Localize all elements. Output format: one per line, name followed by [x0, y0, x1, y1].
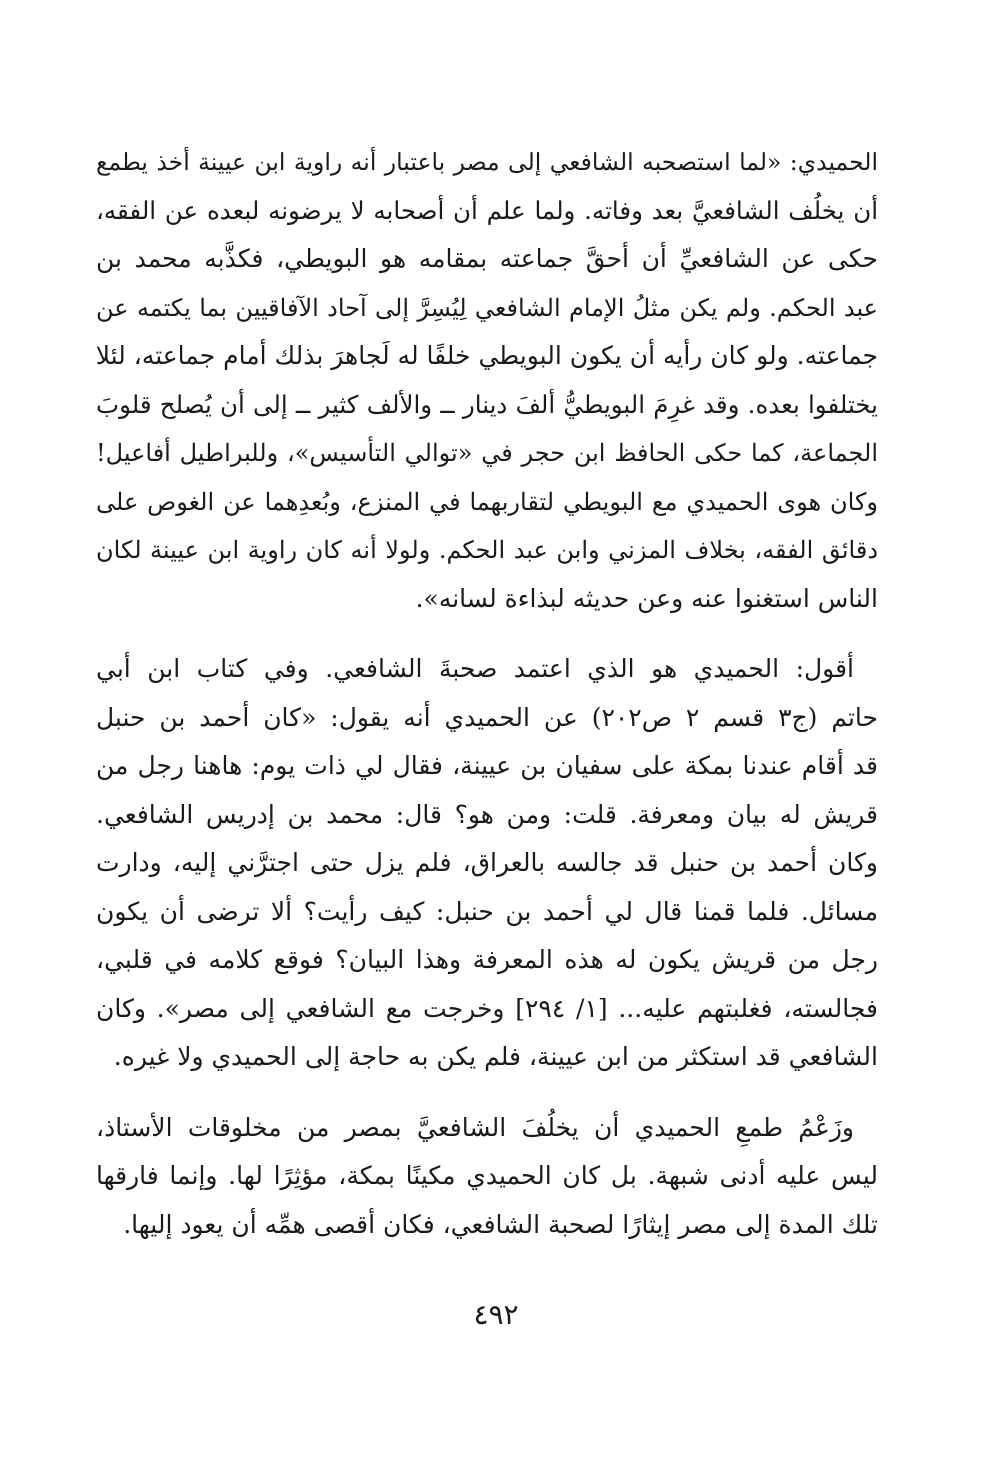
text-line: فجالسته، فغلبتهم عليه... [١/ ٢٩٤] وخرجت مع الشافعي إلى مصر». وكان: [96, 993, 878, 1023]
text-line: جماعته. ولو كان رأيه أن يكون البويطي خلفًا له لَجاهرَ بذلك أمام جماعته، لئلا: [95, 341, 878, 370]
text-line: عبد الحكم. ولم يكن مثلُ الإمام الشافعي لِيُسِرَّ إلى آحاد الآفاقيين بما يكتمه عن: [96, 293, 879, 322]
text-line: أن يخلُف الشافعيَّ بعد وفاته. ولما علم أن أصحابه لا يرضونه لبعده عن الفقه،: [96, 195, 878, 225]
text-line: الجماعة، كما حكى الحافظ ابن حجر في «توالي التأسيس»، وللبراطيل أفاعيل!: [96, 439, 878, 467]
text-line: وكان هوى الحميدي مع البويطي لتقاربهما في المنزع، وبُعدِهما عن الغوص على: [96, 487, 878, 516]
page-number: ٤٩٢: [473, 1298, 519, 1331]
text-line: ليس عليه أدنى شبهة. بل كان الحميدي مكينًا بمكة، مؤثِرًا لها. وإنما فارقها: [96, 1161, 878, 1190]
text-line: أقول: الحميدي هو الذي اعتمد صحبةَ الشافعي. وفي كتاب ابن أبي: [96, 654, 854, 683]
paragraph-1: [96, 138, 878, 623]
text-line: رجل من قريش يكون له هذه المعرفة وهذا البيان؟ فوقع كلامه في قلبي،: [96, 945, 878, 974]
text-line: الحميدي: «لما استصحبه الشافعي إلى مصر باعتبار أنه راوية ابن عيينة أخذ يطمع: [96, 148, 878, 176]
text-line: حكى عن الشافعيِّ أن أحقَّ جماعته بمقامه هو البويطي، فكذَّبه محمد بن: [96, 244, 878, 273]
paragraph-3: [96, 1104, 878, 1250]
text-line: مسائل. فلما قمنا قال لي أحمد بن حنبل: كيف رأيت؟ ألا ترضى أن يكون: [96, 896, 878, 926]
text-line: وكان أحمد بن حنبل قد جالسه بالعراق، فلم يزل حتى اجترَّني إليه، ودارت: [96, 848, 878, 877]
text-line: يختلفوا بعده. وقد غرِمَ البويطيُّ ألفَ دينار ــ والألف كثير ــ إلى أن يُصلح قلوبَ: [96, 389, 878, 419]
page-body: [96, 138, 878, 1249]
text-line: دقائق الفقه، بخلاف المزني وابن عبد الحكم. ولولا أنه كان راوية ابن عيينة لكان: [96, 536, 879, 564]
text-line: الناس استغنوا عنه وعن حديثه لبذاءة لسانه».: [415, 583, 878, 613]
text-line: الشافعي قد استكثر من ابن عيينة، فلم يكن به حاجة إلى الحميدي ولا غيره.: [113, 1042, 878, 1071]
text-line: وزَعْمُ طمعِ الحميدي أن يخلُفَ الشافعيَّ بمصر من مخلوقات الأستاذ،: [96, 1112, 854, 1142]
text-line: قريش له بيان ومعرفة. قلت: ومن هو؟ قال: محمد بن إدريس الشافعي.: [96, 799, 878, 829]
text-line: تلك المدة إلى مصر إيثارًا لصحبة الشافعي، فكان أقصى همِّه أن يعود إليها.: [123, 1209, 878, 1239]
paragraph-2: [96, 645, 878, 1082]
text-line: قد أقام عندنا بمكة على سفيان بن عيينة، فقال لي ذات يوم: هاهنا رجل من: [96, 751, 878, 780]
text-line: حاتم (ج٣ قسم ٢ ص٢٠٢) عن الحميدي أنه يقول: «كان أحمد بن حنبل: [96, 702, 878, 732]
